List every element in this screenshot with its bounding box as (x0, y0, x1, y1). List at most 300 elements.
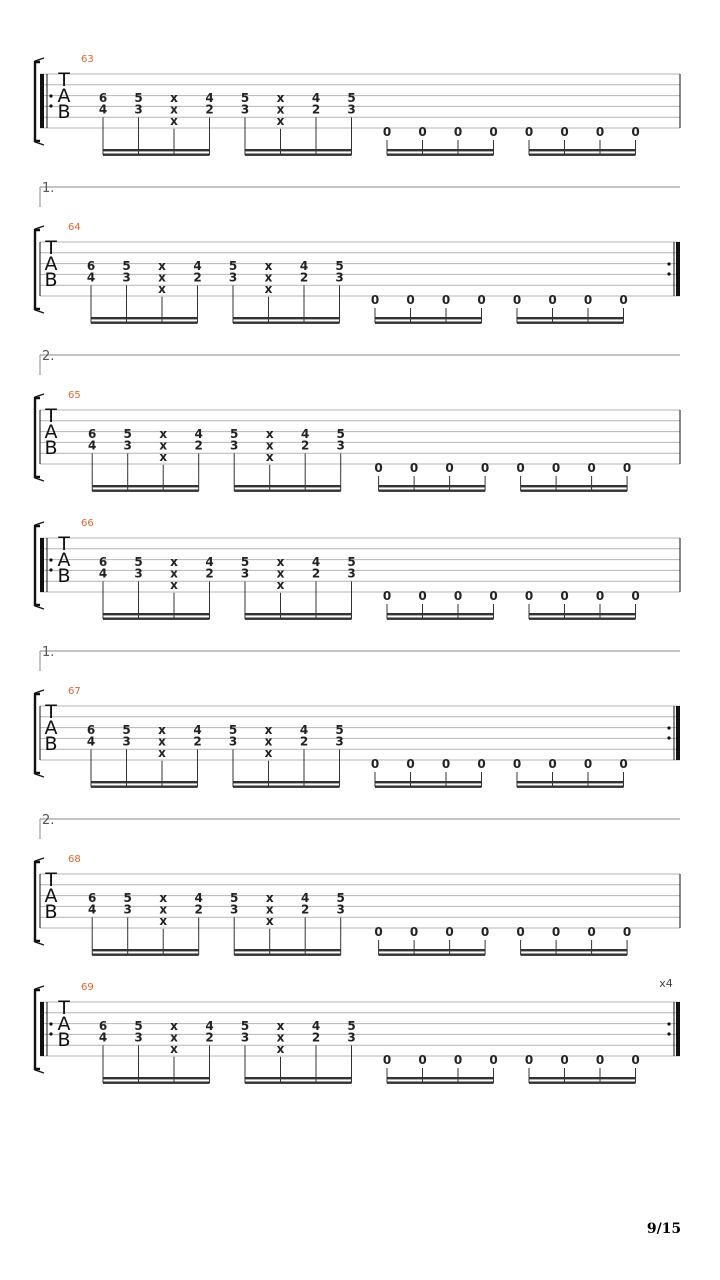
fret-number: 2 (299, 734, 309, 749)
dead-note: x (265, 902, 274, 917)
brace-tip-top (35, 58, 44, 61)
tab-system (35, 645, 680, 788)
fret-number: 4 (301, 427, 310, 441)
fret-number: 5 (336, 427, 345, 441)
dead-note: x (158, 734, 166, 749)
fret-number: 0 (631, 125, 640, 139)
repeat-dot (667, 1032, 670, 1035)
fret-number: 6 (98, 555, 108, 569)
brace-tip-top (35, 394, 44, 397)
fret-number: 3 (123, 438, 132, 453)
fret-number: 4 (86, 270, 96, 285)
beam (233, 786, 340, 788)
fret-number: 0 (516, 925, 525, 939)
system-brace (35, 862, 40, 941)
fret-number: 0 (560, 1053, 569, 1067)
tab-clef-letter: A (44, 253, 58, 275)
ending-label: 2. (42, 813, 55, 828)
repeat-start-thick-bar (40, 1002, 44, 1056)
repeat-dot (49, 104, 52, 107)
beam (379, 949, 486, 951)
beam (375, 786, 482, 788)
fret-number: 2 (299, 270, 309, 285)
fret-number: 0 (370, 757, 380, 771)
dead-note: x (276, 113, 285, 128)
fret-number: 4 (205, 91, 214, 105)
fret-number: 3 (240, 1030, 250, 1045)
dead-note: x (159, 427, 168, 441)
fret-number: 6 (86, 259, 96, 273)
fret-number: 2 (301, 438, 310, 453)
repeat-end-thick-bar (676, 706, 680, 760)
dead-note: x (276, 566, 285, 581)
fret-number: 5 (228, 723, 238, 737)
fret-number: 5 (134, 1019, 143, 1033)
tab-clef-letter: B (44, 901, 58, 923)
fret-number: 0 (551, 461, 561, 475)
beam (234, 954, 341, 956)
beam (521, 490, 628, 492)
fret-number: 3 (335, 270, 344, 285)
beam (92, 485, 199, 487)
fret-number: 0 (560, 589, 569, 603)
fret-number: 4 (194, 427, 203, 441)
dead-note: x (265, 427, 274, 441)
fret-number: 4 (88, 438, 97, 453)
fret-number: 4 (194, 891, 203, 905)
fret-number: 5 (347, 555, 356, 569)
fret-number: 3 (240, 566, 250, 581)
fret-number: 0 (548, 757, 557, 771)
beam (517, 317, 624, 319)
fret-number: 6 (98, 91, 108, 105)
brace-tip-bottom (35, 1070, 44, 1073)
system-brace (35, 398, 40, 477)
beam (517, 322, 624, 324)
measure-number: 68 (68, 854, 81, 865)
tab-clef-letter: A (44, 717, 58, 739)
fret-number: 2 (193, 734, 202, 749)
fret-number: 0 (445, 925, 454, 939)
ending-label: 2. (42, 349, 55, 364)
repeat-dot (49, 1032, 52, 1035)
dead-note: x (170, 1030, 178, 1045)
ending-label: 1. (42, 181, 55, 196)
fret-number: 0 (382, 1053, 392, 1067)
beam (234, 490, 341, 492)
dead-note: x (276, 1030, 285, 1045)
repeat-end-thick-bar (676, 242, 680, 296)
dead-note: x (265, 891, 274, 905)
fret-number: 0 (480, 461, 490, 475)
beam (517, 786, 624, 788)
beam (92, 954, 199, 956)
fret-number: 5 (123, 427, 132, 441)
dead-note: x (264, 734, 273, 749)
measure-number: 64 (68, 222, 81, 233)
fret-number: 0 (595, 1053, 605, 1067)
fret-number: 2 (194, 902, 203, 917)
beam (92, 949, 199, 951)
fret-number: 5 (134, 555, 143, 569)
beam (375, 317, 482, 319)
beam (387, 618, 494, 620)
beam (529, 1077, 636, 1079)
fret-number: 5 (123, 891, 132, 905)
dead-note: x (170, 566, 178, 581)
beam (245, 1077, 352, 1079)
beam (91, 781, 198, 783)
fret-number: 4 (301, 891, 310, 905)
fret-number: 0 (480, 925, 490, 939)
fret-number: 3 (123, 902, 132, 917)
brace-tip-bottom (35, 774, 44, 777)
fret-number: 5 (240, 1019, 250, 1033)
fret-number: 0 (489, 1053, 498, 1067)
measure-number: 69 (81, 982, 94, 993)
ending-label: 1. (42, 645, 55, 660)
dead-note: x (158, 281, 166, 296)
fret-number: 0 (489, 125, 498, 139)
fret-number: 0 (512, 293, 522, 307)
dead-note: x (170, 577, 178, 592)
fret-number: 5 (240, 91, 250, 105)
fret-number: 5 (134, 91, 143, 105)
fret-number: 2 (205, 1030, 214, 1045)
tab-clef-letter: T (45, 237, 57, 259)
fret-number: 0 (512, 757, 522, 771)
beam (387, 154, 494, 156)
dead-note: x (265, 438, 274, 453)
beam (379, 485, 486, 487)
fret-number: 5 (347, 1019, 356, 1033)
beam (103, 613, 210, 615)
fret-number: 0 (374, 461, 383, 475)
beam (92, 490, 199, 492)
dead-note: x (159, 449, 168, 464)
beam (245, 1082, 352, 1084)
tab-clef-letter: A (44, 421, 58, 443)
beam (233, 317, 340, 319)
beam (233, 322, 340, 324)
brace-tip-top (35, 522, 44, 525)
fret-number: 3 (122, 734, 131, 749)
fret-number: 5 (122, 259, 131, 273)
repeat-start-thick-bar (40, 538, 44, 592)
tab-clef-letter: B (44, 733, 58, 755)
fret-number: 0 (382, 125, 392, 139)
system-brace (35, 990, 40, 1069)
fret-number: 4 (98, 1030, 108, 1045)
fret-number: 3 (228, 734, 238, 749)
fret-number: 0 (406, 293, 415, 307)
fret-number: 6 (98, 1019, 108, 1033)
fret-number: 0 (551, 925, 561, 939)
fret-number: 2 (193, 270, 202, 285)
fret-number: 5 (335, 723, 344, 737)
fret-number: 0 (409, 461, 419, 475)
tab-clef-letter: T (58, 69, 70, 91)
fret-number: 0 (441, 293, 451, 307)
fret-number: 3 (336, 438, 345, 453)
dead-note: x (276, 102, 285, 117)
fret-number: 3 (347, 1030, 356, 1045)
fret-number: 2 (311, 1030, 321, 1045)
dead-note: x (276, 555, 285, 569)
fret-number: 0 (583, 757, 593, 771)
fret-number: 5 (230, 427, 239, 441)
fret-number: 0 (453, 125, 463, 139)
fret-number: 5 (228, 259, 238, 273)
fret-number: 2 (194, 438, 203, 453)
fret-number: 4 (205, 1019, 214, 1033)
fret-number: 2 (205, 566, 214, 581)
beam (245, 154, 352, 156)
tab-clef-letter: A (57, 1013, 71, 1035)
beam (517, 781, 624, 783)
fret-number: 5 (122, 723, 131, 737)
beam (387, 1077, 494, 1079)
fret-number: 5 (230, 891, 239, 905)
tab-system (35, 977, 680, 1084)
beam (521, 485, 628, 487)
fret-number: 0 (631, 589, 640, 603)
fret-number: 0 (453, 589, 463, 603)
fret-number: 0 (489, 589, 498, 603)
beam (103, 154, 210, 156)
fret-number: 0 (595, 589, 605, 603)
tab-clef-letter: B (57, 1029, 71, 1051)
fret-number: 0 (548, 293, 557, 307)
fret-number: 4 (193, 723, 202, 737)
dead-note: x (159, 891, 168, 905)
brace-tip-bottom (35, 942, 44, 945)
fret-number: 3 (134, 566, 143, 581)
fret-number: 0 (382, 589, 392, 603)
fret-number: 2 (301, 902, 310, 917)
fret-number: 5 (335, 259, 344, 273)
dead-note: x (158, 745, 166, 760)
repeat-start-thick-bar (40, 74, 44, 128)
brace-tip-top (35, 986, 44, 989)
repeat-dot (667, 262, 670, 265)
fret-number: 3 (336, 902, 345, 917)
repeat-dot (49, 94, 52, 97)
fret-number: 0 (445, 461, 454, 475)
fret-number: 0 (619, 757, 628, 771)
repeat-dot (49, 568, 52, 571)
fret-number: 5 (336, 891, 345, 905)
beam (529, 613, 636, 615)
dead-note: x (264, 745, 273, 760)
beam (379, 490, 486, 492)
system-brace (35, 694, 40, 773)
fret-number: 3 (230, 438, 239, 453)
tab-clef-letter: A (44, 885, 58, 907)
fret-number: 0 (418, 589, 427, 603)
fret-number: 3 (134, 102, 143, 117)
fret-number: 0 (418, 1053, 427, 1067)
dead-note: x (170, 555, 178, 569)
dead-note: x (159, 902, 168, 917)
tab-system (35, 54, 680, 156)
repeat-dot (667, 272, 670, 275)
dead-note: x (264, 723, 273, 737)
beam (103, 1077, 210, 1079)
fret-number: 6 (88, 891, 97, 905)
fret-number: 0 (441, 757, 451, 771)
fret-number: 0 (409, 925, 419, 939)
dead-note: x (158, 270, 166, 285)
dead-note: x (170, 1019, 178, 1033)
beam (375, 322, 482, 324)
tab-clef-letter: A (57, 549, 71, 571)
beam (234, 949, 341, 951)
fret-number: 0 (622, 461, 632, 475)
dead-note: x (158, 259, 166, 273)
fret-number: 3 (230, 902, 239, 917)
fret-number: 0 (406, 757, 415, 771)
measure-number: 66 (81, 518, 94, 529)
fret-number: 5 (347, 91, 356, 105)
fret-number: 0 (560, 125, 569, 139)
dead-note: x (276, 91, 285, 105)
beam (521, 949, 628, 951)
dead-note: x (276, 1041, 285, 1056)
fret-number: 0 (524, 589, 534, 603)
tab-system (35, 349, 680, 492)
fret-number: 3 (240, 102, 250, 117)
fret-number: 0 (583, 293, 593, 307)
fret-number: 0 (453, 1053, 463, 1067)
beam (387, 613, 494, 615)
fret-number: 6 (86, 723, 96, 737)
beam (103, 1082, 210, 1084)
fret-number: 4 (311, 555, 321, 569)
fret-number: 2 (205, 102, 214, 117)
fret-number: 3 (347, 102, 356, 117)
beam (103, 149, 210, 151)
brace-tip-bottom (35, 478, 44, 481)
brace-tip-bottom (35, 606, 44, 609)
tab-clef-letter: A (57, 85, 71, 107)
tab-system (35, 181, 680, 324)
fret-number: 4 (311, 91, 321, 105)
measure-number: 65 (68, 390, 81, 401)
dead-note: x (170, 113, 178, 128)
repeat-count: x4 (659, 977, 673, 990)
beam (529, 1082, 636, 1084)
tab-clef-letter: T (58, 533, 70, 555)
fret-number: 3 (134, 1030, 143, 1045)
tab-clef-letter: T (58, 997, 70, 1019)
measure-number: 67 (68, 686, 81, 697)
beam (521, 954, 628, 956)
beam (91, 786, 198, 788)
repeat-dot (667, 726, 670, 729)
beam (529, 149, 636, 151)
fret-number: 0 (587, 925, 596, 939)
tab-system (35, 813, 680, 956)
fret-number: 4 (86, 734, 96, 749)
brace-tip-bottom (35, 142, 44, 145)
tab-clef-letter: T (45, 701, 57, 723)
tab-clef-letter: B (57, 565, 71, 587)
tab-clef-letter: B (44, 437, 58, 459)
dead-note: x (276, 1019, 285, 1033)
beam (245, 149, 352, 151)
dead-note: x (170, 102, 178, 117)
dead-note: x (264, 259, 273, 273)
beam (387, 149, 494, 151)
repeat-dot (49, 558, 52, 561)
fret-number: 0 (595, 125, 605, 139)
fret-number: 4 (299, 259, 309, 273)
repeat-dot (667, 1022, 670, 1025)
dead-note: x (170, 1041, 178, 1056)
tab-clef-letter: T (45, 405, 57, 427)
repeat-dot (667, 736, 670, 739)
fret-number: 3 (335, 734, 344, 749)
page-number: 9/15 (646, 1221, 682, 1237)
fret-number: 0 (370, 293, 380, 307)
beam (91, 317, 198, 319)
system-brace (35, 62, 40, 141)
beam (379, 954, 486, 956)
dead-note: x (265, 449, 274, 464)
fret-number: 0 (619, 293, 628, 307)
dead-note: x (264, 270, 273, 285)
brace-tip-top (35, 858, 44, 861)
fret-number: 0 (418, 125, 427, 139)
fret-number: 0 (477, 757, 486, 771)
fret-number: 4 (311, 1019, 321, 1033)
beam (233, 781, 340, 783)
repeat-dot (49, 1022, 52, 1025)
fret-number: 0 (374, 925, 383, 939)
fret-number: 3 (347, 566, 356, 581)
brace-tip-top (35, 226, 44, 229)
system-brace (35, 230, 40, 309)
fret-number: 0 (524, 1053, 534, 1067)
measure-number: 63 (81, 54, 94, 65)
fret-number: 4 (98, 102, 108, 117)
fret-number: 4 (88, 902, 97, 917)
repeat-end-thick-bar (676, 1002, 680, 1056)
brace-tip-bottom (35, 310, 44, 313)
beam (91, 322, 198, 324)
fret-number: 4 (205, 555, 214, 569)
beam (103, 618, 210, 620)
fret-number: 0 (524, 125, 534, 139)
beam (387, 1082, 494, 1084)
system-brace (35, 526, 40, 605)
fret-number: 4 (98, 566, 108, 581)
tab-system (35, 518, 680, 620)
fret-number: 4 (193, 259, 202, 273)
fret-number: 6 (88, 427, 97, 441)
fret-number: 4 (299, 723, 309, 737)
brace-tip-top (35, 690, 44, 693)
dead-note: x (264, 281, 273, 296)
dead-note: x (159, 913, 168, 928)
beam (529, 618, 636, 620)
fret-number: 3 (122, 270, 131, 285)
tab-clef-letter: T (45, 869, 57, 891)
dead-note: x (159, 438, 168, 453)
dead-note: x (276, 577, 285, 592)
dead-note: x (158, 723, 166, 737)
